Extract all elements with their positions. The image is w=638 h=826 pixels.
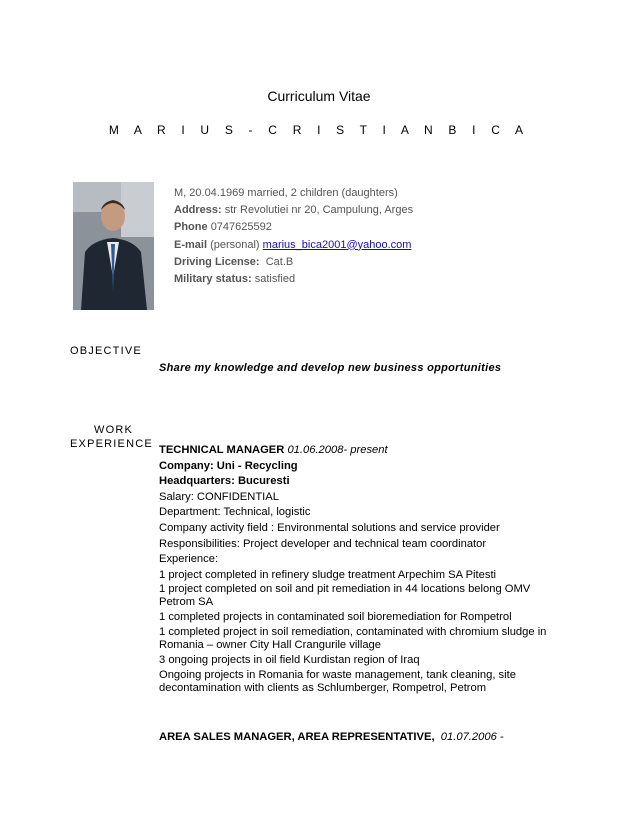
job-detail-line: Experience:: [159, 553, 219, 566]
candidate-name: M A R I U S - C R I S T I A N B I C A: [108, 123, 530, 137]
address-line: [174, 202, 413, 219]
phone-value: 0747625592: [210, 221, 272, 234]
license-line: [174, 254, 413, 271]
work-experience-heading: [70, 423, 153, 451]
job-company: Company: Uni - Recycling: [159, 459, 298, 472]
job-detail-line: 1 project completed in refinery sludge treatment Arpechim SA Pitesti: [159, 568, 497, 581]
job-dates: 01.06.2008- present: [287, 444, 388, 456]
email-note: (personal): [210, 238, 260, 251]
job-detail-line: Salary: CONFIDENTIAL: [159, 490, 279, 503]
military-line: [174, 271, 413, 288]
personal-summary: M, 20.04.1969 married, 2 children (daughters): [174, 187, 398, 199]
phone-label: Phone: [174, 221, 208, 234]
job-detail-line: 1 completed project in soil remediation, contaminated with chromium sludge in Romania – owner City Hall Crangurile village: [159, 626, 547, 652]
license-label: Driving License:: [174, 255, 260, 268]
profile-photo: [73, 182, 154, 310]
job-entry-2: [159, 731, 504, 743]
job-detail-line: Company activity field : Environmental solutions and service provider: [159, 521, 500, 534]
email-label: E-mail: [174, 238, 208, 251]
personal-info: [174, 185, 413, 288]
work-heading-line2: EXPERIENCE: [70, 438, 153, 450]
job-detail-line: 1 completed projects in contaminated soil bioremediation for Rompetrol: [159, 611, 512, 624]
military-label: Military status:: [174, 273, 252, 286]
email-line: [174, 237, 413, 254]
job-title-line: [159, 443, 569, 459]
work-heading-line1: WORK: [94, 424, 134, 436]
job-detail-line: Ongoing projects in Romania for waste management, tank cleaning, site decontamination with clients as Schlumberger, Rompetrol, Petrom: [159, 669, 516, 695]
job-title: AREA SALES MANAGER, AREA REPRESENTATIVE,: [159, 731, 435, 743]
address-label: Address:: [174, 204, 222, 217]
phone-line: [174, 219, 413, 236]
job-detail-line: Department: Technical, logistic: [159, 506, 311, 519]
job-dates: 01.07.2006 -: [440, 731, 504, 743]
objective-text: Share my knowledge and develop new business opportunities: [159, 362, 502, 374]
job-detail-line: Responsibilities: Project developer and technical team coordinator: [159, 537, 487, 550]
job-detail-line: 1 project completed on soil and pit remediation in 44 locations belong OMV Petrom SA: [159, 583, 531, 609]
job-entry-1: [159, 443, 569, 697]
objective-heading: OBJECTIVE: [70, 345, 142, 357]
job-headquarters: Headquarters: Bucuresti: [159, 475, 290, 488]
address-value: str Revolutiei nr 20, Campulung, Arges: [224, 204, 414, 217]
person-photo-icon: [73, 182, 154, 310]
job-title: TECHNICAL MANAGER: [159, 444, 285, 456]
license-value: Cat.B: [265, 255, 294, 268]
document-title: Curriculum Vitae: [267, 88, 371, 104]
job-detail-line: 3 ongoing projects in oil field Kurdistan region of Iraq: [159, 654, 420, 667]
email-link[interactable]: marius_bica2001@yahoo.com: [262, 238, 412, 251]
military-value: satisfied: [254, 273, 296, 286]
